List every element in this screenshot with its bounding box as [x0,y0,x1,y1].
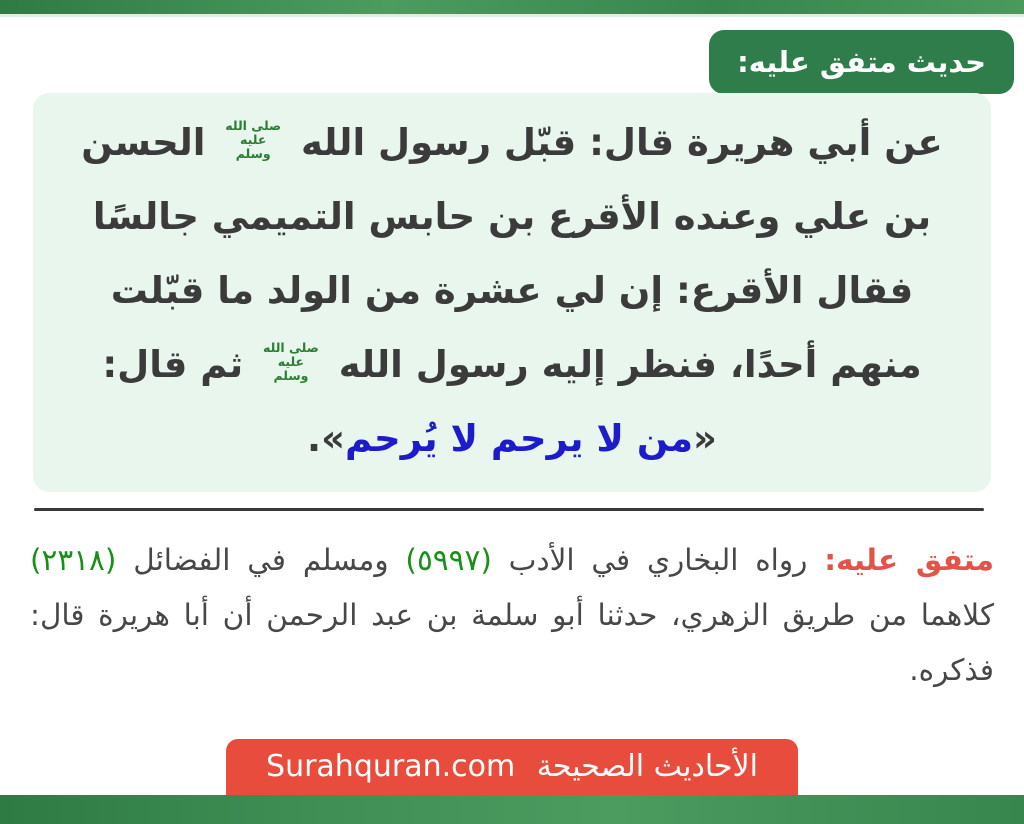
hadith-card [33,93,991,492]
header-badge-label: حديث متفق عليه: [737,45,986,79]
text-segment: بن علي وعنده الأقرع بن حابس التميمي جالسًا [92,195,932,238]
text-segment: عن أبي هريرة قال: قبّل رسول الله [288,121,943,164]
text-segment: كلاهما من طريق الزهري، حدثنا أبو سلمة بن عبد الرحمن أن أبا هريرة قال: فذكره. [30,598,994,687]
saw-ligature-row: وسلم [235,145,271,161]
hadith-line [33,180,991,254]
text-segment: ». [307,417,346,460]
text-segment-green: (٢٣١٨) [30,543,117,577]
text-segment: رواه البخاري في الأدب [491,543,825,577]
top-bar-fade [0,14,1024,17]
header-badge [709,30,1014,94]
reference-paragraph [30,533,994,698]
saw-ligature-row: عليه [240,131,267,147]
saw-ligature-icon [263,341,319,383]
top-bar [0,0,1024,14]
saw-ligature-row: عليه [277,353,305,369]
saw-ligature-row: صلى الله [225,117,282,133]
saw-ligature-icon [225,119,281,161]
saw-ligature-row: صلى الله [263,339,319,355]
banner-site-name: Surahquran.com [266,749,516,784]
text-segment-blue: من لا يرحم لا يُرحم [345,417,694,460]
hadith-line [33,402,991,476]
banner-title: الأحاديث الصحيحة [536,749,758,784]
text-segment-green: (٥٩٩٧) [405,543,492,577]
text-segment: الحسن [81,121,219,164]
site-banner [226,739,798,795]
text-segment: فقال الأقرع: إن لي عشرة من الولد ما قبّلت [110,269,914,312]
divider [34,508,984,511]
hadith-line [33,328,991,402]
text-segment-red: متفق عليه: [824,543,994,577]
footer-bar [0,795,1024,824]
hadith-line [33,254,991,328]
text-segment: ومسلم في الفضائل [116,543,406,577]
saw-ligature-row: وسلم [273,367,309,383]
text-segment: ثم قال: [102,343,257,386]
text-segment: منهم أحدًا، فنظر إليه رسول الله [325,343,922,386]
hadith-line [33,106,991,180]
text-segment: « [693,417,717,460]
